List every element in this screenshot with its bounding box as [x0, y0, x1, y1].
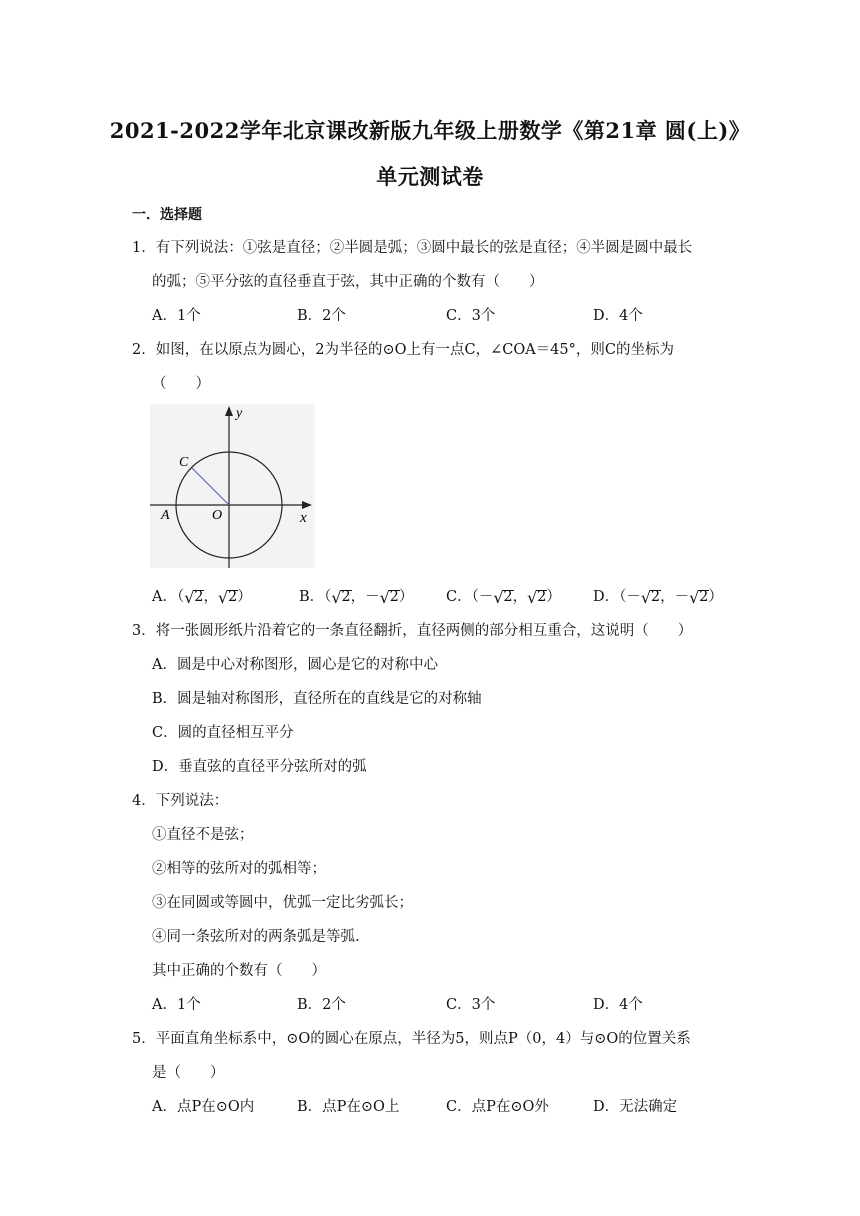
q2-a-mid: ， — [203, 589, 218, 605]
q3-option-a[interactable]: A．圆是中心对称图形，圆心是它的对称中心 — [152, 657, 438, 673]
question-2-line-2: （ ） — [152, 376, 210, 392]
circle-figure-svg — [150, 404, 315, 568]
q2-b-suffix: ） — [398, 589, 414, 605]
q5-option-a[interactable]: A．点P在⊙O内 — [152, 1099, 255, 1115]
sqrt-2: √ 2 — [690, 589, 708, 605]
q4-option-d[interactable]: D．4个 — [593, 997, 643, 1013]
q2-d-prefix: D．（－ — [593, 589, 641, 605]
q2-c-suffix: ） — [546, 589, 561, 605]
q4-statement-1: ①直径不是弦； — [152, 827, 254, 843]
q4-option-a[interactable]: A．1个 — [152, 997, 201, 1013]
section-heading: 一．选择题 — [132, 207, 202, 223]
q2-option-a[interactable] — [152, 585, 252, 606]
q5-option-b[interactable]: B．点P在⊙O上 — [297, 1099, 400, 1115]
question-4-line-1: 4．下列说法： — [132, 793, 229, 809]
sqrt-2: √ 2 — [219, 589, 237, 605]
q2-a-prefix: A．（ — [152, 589, 185, 605]
label-y: y — [236, 406, 243, 421]
q2-a-suffix: ） — [237, 589, 252, 605]
question-1-line-2: 的弧；⑤平分弦的直径垂直于弦，其中正确的个数有（ ） — [152, 274, 544, 290]
q1-option-c[interactable]: C．3个 — [446, 308, 496, 324]
q2-d-mid: ，－ — [660, 589, 690, 605]
label-o: O — [212, 508, 223, 523]
circle-coordinate-figure — [150, 404, 315, 568]
document-title: 2021-2022学年北京课改新版九年级上册数学《第21章 圆(上)》 — [109, 118, 751, 143]
sqrt-2: √ 2 — [185, 589, 203, 605]
q4-statement-2: ②相等的弦所对的弧相等； — [152, 861, 326, 877]
document-subtitle: 单元测试卷 — [376, 164, 484, 189]
sqrt-2: √ 2 — [642, 589, 660, 605]
label-a: A — [161, 508, 170, 523]
question-2-line-1: 2．如图，在以原点为圆心，2为半径的⊙O上有一点C，∠COA＝45°，则C的坐标为 — [132, 342, 674, 358]
q2-option-c[interactable] — [446, 585, 561, 606]
q1-option-d[interactable]: D．4个 — [593, 308, 643, 324]
q2-c-mid: ， — [512, 589, 528, 605]
y-axis-arrow — [225, 406, 233, 416]
q2-option-b[interactable] — [299, 585, 413, 606]
sqrt-2: √ 2 — [494, 589, 512, 605]
question-5-line-1: 5．平面直角坐标系中，⊙O的圆心在原点，半径为5，则点P（0，4）与⊙O的位置关系 — [132, 1031, 691, 1047]
question-3-line-1: 3．将一张圆形纸片沿着它的一条直径翻折，直径两侧的部分相互重合，这说明（ ） — [132, 623, 693, 639]
q2-d-suffix: ） — [708, 589, 723, 605]
q3-option-b[interactable]: B．圆是轴对称图形，直径所在的直线是它的对称轴 — [152, 691, 482, 707]
sqrt-2: √ 2 — [332, 589, 350, 605]
label-x: x — [300, 510, 307, 526]
q4-option-c[interactable]: C．3个 — [446, 997, 496, 1013]
q4-statement-4: ④同一条弦所对的两条弧是等弧. — [152, 929, 360, 945]
q3-option-c[interactable]: C．圆的直径相互平分 — [152, 725, 294, 741]
q4-prompt: 其中正确的个数有（ ） — [152, 963, 326, 979]
q2-option-d[interactable] — [593, 585, 723, 606]
q4-statement-3: ③在同圆或等圆中，优弧一定比劣弧长； — [152, 895, 413, 911]
question-5-line-2: 是（ ） — [152, 1065, 225, 1081]
q1-option-b[interactable]: B．2个 — [297, 308, 346, 324]
label-c: C — [179, 455, 189, 470]
q2-c-prefix: C．（－ — [446, 589, 494, 605]
x-axis-arrow — [302, 501, 312, 509]
sqrt-2: √ 2 — [381, 589, 399, 605]
q5-option-c[interactable]: C．点P在⊙O外 — [446, 1099, 549, 1115]
q4-option-b[interactable]: B．2个 — [297, 997, 346, 1013]
q2-b-mid: ，－ — [350, 589, 380, 605]
question-1-line-1: 1．有下列说法：①弦是直径；②半圆是弧；③圆中最长的弦是直径；④半圆是圆中最长 — [132, 240, 693, 256]
q5-option-d[interactable]: D．无法确定 — [593, 1099, 678, 1115]
q2-b-prefix: B．（ — [299, 589, 332, 605]
q3-option-d[interactable]: D．垂直弦的直径平分弦所对的弧 — [152, 759, 367, 775]
sqrt-2: √ 2 — [528, 589, 546, 605]
q1-option-a[interactable]: A．1个 — [152, 308, 201, 324]
segment-oc — [192, 468, 229, 505]
